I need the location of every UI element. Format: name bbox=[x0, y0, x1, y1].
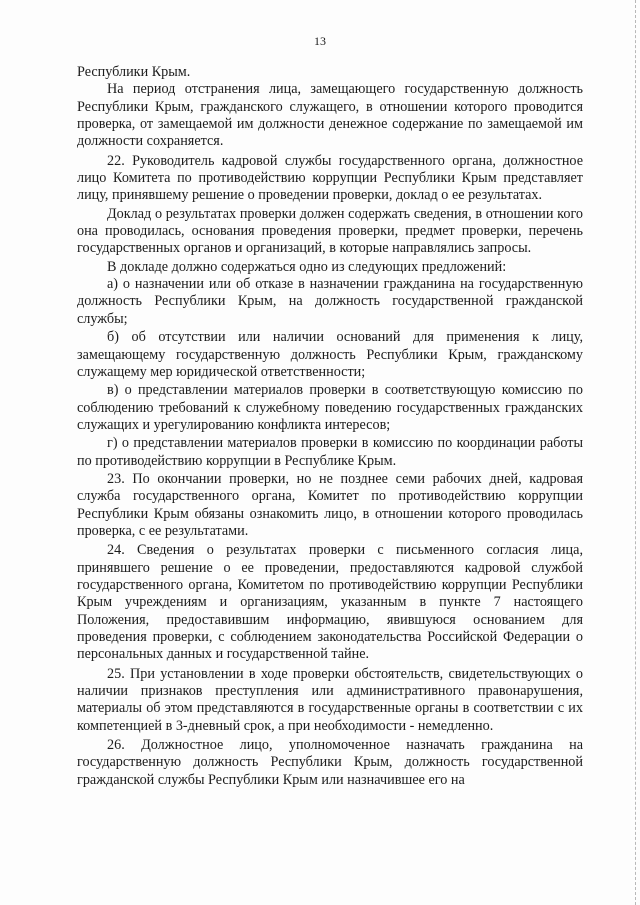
paragraph-report-proposals: В докладе должно содержаться одно из следующих предложений: bbox=[107, 258, 507, 275]
paragraph-clause-24: 24. Сведения о результатах проверки с письменного согласия лица, принявшего решение о ее проведении, предоставляются кадровой службой государственного органа, Комитетом по противодействию коррупции Республики Крым учреждениям и организациям, указанным в пункте 7 настоящего Положения, предоставившим информацию, явившуюся основанием для проведения проверки, с соблюдением законодательства Российской Федерации о персональных данных и государственной тайне. bbox=[77, 542, 583, 663]
paragraph-clause-23: 23. По окончании проверки, но не позднее семи рабочих дней, кадровая служба государственного органа, Комитет по противодействию коррупции Республики Крым обязаны ознакомить лицо, в отношении которого проводилась проверка, с ее результатами. bbox=[77, 470, 583, 539]
paragraph-report-contents: Доклад о результатах проверки должен содержать сведения, в отношении кого она проводилась, основания проведения проверки, предмет проверки, перечень государственных органов и организаций, в которые направлялись запросы. bbox=[77, 205, 583, 257]
paragraph-clause-22: 22. Руководитель кадровой службы государственного органа, должностное лицо Комитета по противодействию коррупции Республики Крым представляет лицу, принявшему решение о проведении проверки, доклад о ее результатах. bbox=[77, 152, 583, 204]
list-item-g: г) о представлении материалов проверки в комиссию по координации работы по противодействию коррупции в Республике Крым. bbox=[77, 435, 583, 469]
paragraph-suspension-salary: На период отстранения лица, замещающего государственную должность Республики Крым, гражданского служащего, в отношении которого проводится проверка, от замещаемой им должности денежное содержание по замещаемой им должности сохраняется. bbox=[77, 81, 583, 150]
page-number: 13 bbox=[314, 34, 326, 48]
list-item-a: а) о назначении или об отказе в назначении гражданина на государственную должность Республики Крым, на должность государственной гражданской службы; bbox=[77, 276, 583, 327]
paragraph-clause-26: 26. Должностное лицо, уполномоченное назначать гражданина на государственную должность Республики Крым, должность государственной гражданской службы Республики Крым или назначившее его на bbox=[77, 737, 583, 788]
paragraph-clause-25: 25. При установлении в ходе проверки обстоятельств, свидетельствующих о наличии признаков преступления или административного правонарушения, материалы об этом представляются в государственные органы в соответствии с их компетенцией в 3-дневный срок, а при необходимости - немедленно. bbox=[77, 665, 583, 734]
paragraph-continuation: Республики Крым. bbox=[77, 64, 191, 80]
page-edge-line bbox=[634, 0, 636, 905]
document-body bbox=[77, 64, 583, 789]
list-item-v: в) о представлении материалов проверки в соответствующую комиссию по соблюдению требований к служебному поведению государственных гражданских служащих и урегулированию конфликта интересов; bbox=[77, 382, 583, 433]
list-item-b: б) об отсутствии или наличии оснований для применения к лицу, замещающему государственную должность Республики Крым, гражданскому служащему мер юридической ответственности; bbox=[77, 329, 583, 380]
